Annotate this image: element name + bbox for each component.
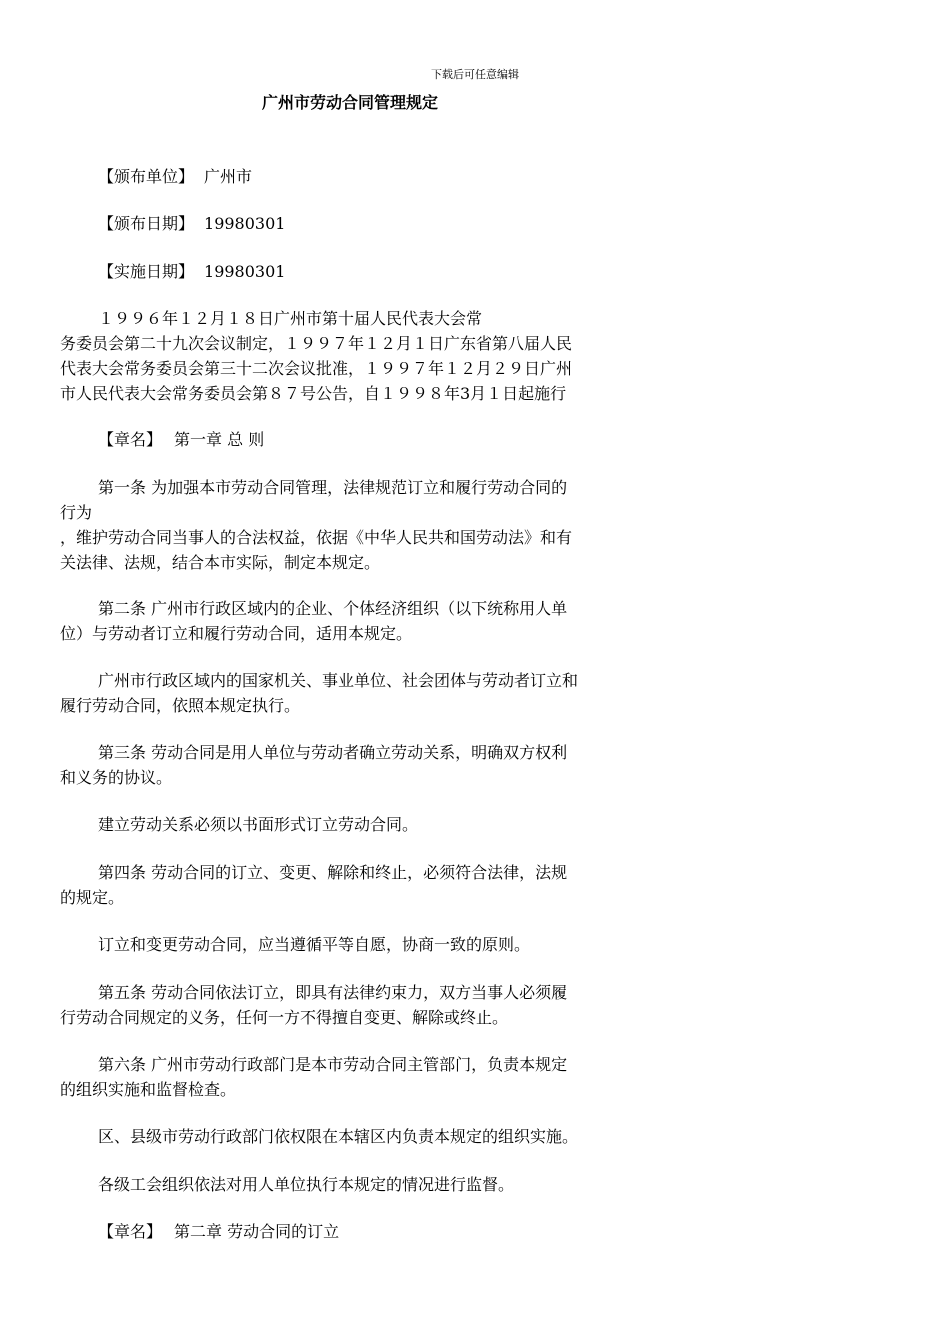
paragraph-line: 位）与劳动者订立和履行劳动合同，适用本规定。	[60, 624, 413, 643]
paragraph-line: 订立和变更劳动合同，应当遵循平等自愿，协商一致的原则。	[98, 935, 531, 954]
preamble-line: 务委员会第二十九次会议制定，１９９７年１２月１日广东省第八届人民	[60, 334, 573, 353]
paragraph-line: 第六条 广州市劳动行政部门是本市劳动合同主管部门，负责本规定	[98, 1055, 568, 1074]
paragraph-line: 第三条 劳动合同是用人单位与劳动者确立劳动关系，明确双方权利	[98, 743, 568, 762]
preamble-line: １９９６年１２月１８日广州市第十届人民代表大会常	[98, 309, 483, 328]
preamble-line: 代表大会常务委员会第三十二次会议批准，１９９７年１２月２９日广州	[60, 359, 573, 378]
meta-issuer	[60, 164, 718, 189]
download-note: 下载后可任意编辑	[431, 68, 519, 81]
meta-label: 【颁布日期】	[98, 214, 195, 233]
paragraph-line: ，维护劳动合同当事人的合法权益，依据《中华人民共和国劳动法》和有	[60, 528, 573, 547]
meta-issue-date	[60, 211, 718, 236]
paragraph-line: 第二条 广州市行政区域内的企业、个体经济组织（以下统称用人单	[98, 599, 568, 618]
article-paragraph	[60, 980, 680, 1030]
chapter-label: 【章名】	[98, 430, 163, 449]
paragraph-line: 第五条 劳动合同依法订立，即具有法律约束力，双方当事人必须履	[98, 983, 568, 1002]
paragraph-line: 广州市行政区域内的国家机关、事业单位、社会团体与劳动者订立和	[98, 671, 579, 690]
article-paragraph	[60, 596, 680, 646]
meta-effective-date	[60, 259, 718, 284]
meta-value: 19980301	[204, 214, 286, 233]
paragraph-line: 行为	[60, 503, 93, 522]
paragraph-line: 区、县级市劳动行政部门依权限在本辖区内负责本规定的组织实施。	[98, 1127, 579, 1146]
chapter-label: 【章名】	[98, 1222, 163, 1241]
article-paragraph	[60, 668, 680, 718]
article-paragraph	[60, 1052, 680, 1102]
preamble-line: 市人民代表大会常务委员会第８７号公告，自１９９８年3月１日起施行	[60, 384, 567, 403]
meta-value: 19980301	[204, 262, 286, 281]
article-paragraph	[60, 812, 680, 837]
paragraph-line: 第四条 劳动合同的订立、变更、解除和终止，必须符合法律，法规	[98, 863, 568, 882]
paragraph-line: 各级工会组织依法对用人单位执行本规定的情况进行监督。	[98, 1175, 515, 1194]
paragraph-line: 建立劳动关系必须以书面形式订立劳动合同。	[98, 815, 419, 834]
article-paragraph	[60, 1124, 680, 1149]
paragraph-line: 关法律、法规，结合本市实际，制定本规定。	[60, 553, 381, 572]
meta-value: 广州市	[204, 167, 253, 186]
chapter-title: 第一章 总 则	[174, 430, 265, 449]
paragraph-line: 履行劳动合同，依照本规定执行。	[60, 696, 301, 715]
paragraph-line: 和义务的协议。	[60, 768, 173, 787]
article-paragraph	[60, 740, 680, 790]
paragraph-line: 第一条 为加强本市劳动合同管理，法律规范订立和履行劳动合同的	[98, 478, 568, 497]
meta-label: 【实施日期】	[98, 262, 195, 281]
paragraph-line: 行劳动合同规定的义务，任何一方不得擅自变更、解除或终止。	[60, 1008, 509, 1027]
chapter-heading	[60, 427, 718, 452]
preamble	[60, 306, 680, 406]
article-paragraph	[60, 1172, 680, 1197]
chapter-title: 第二章 劳动合同的订立	[174, 1222, 340, 1241]
page-title: 广州市劳动合同管理规定	[262, 93, 439, 112]
paragraph-line: 的规定。	[60, 888, 125, 907]
article-paragraph	[60, 475, 680, 575]
article-paragraph	[60, 860, 680, 910]
paragraph-line: 的组织实施和监督检查。	[60, 1080, 237, 1099]
article-paragraph	[60, 932, 680, 957]
meta-label: 【颁布单位】	[98, 167, 195, 186]
chapter-heading	[60, 1219, 718, 1244]
